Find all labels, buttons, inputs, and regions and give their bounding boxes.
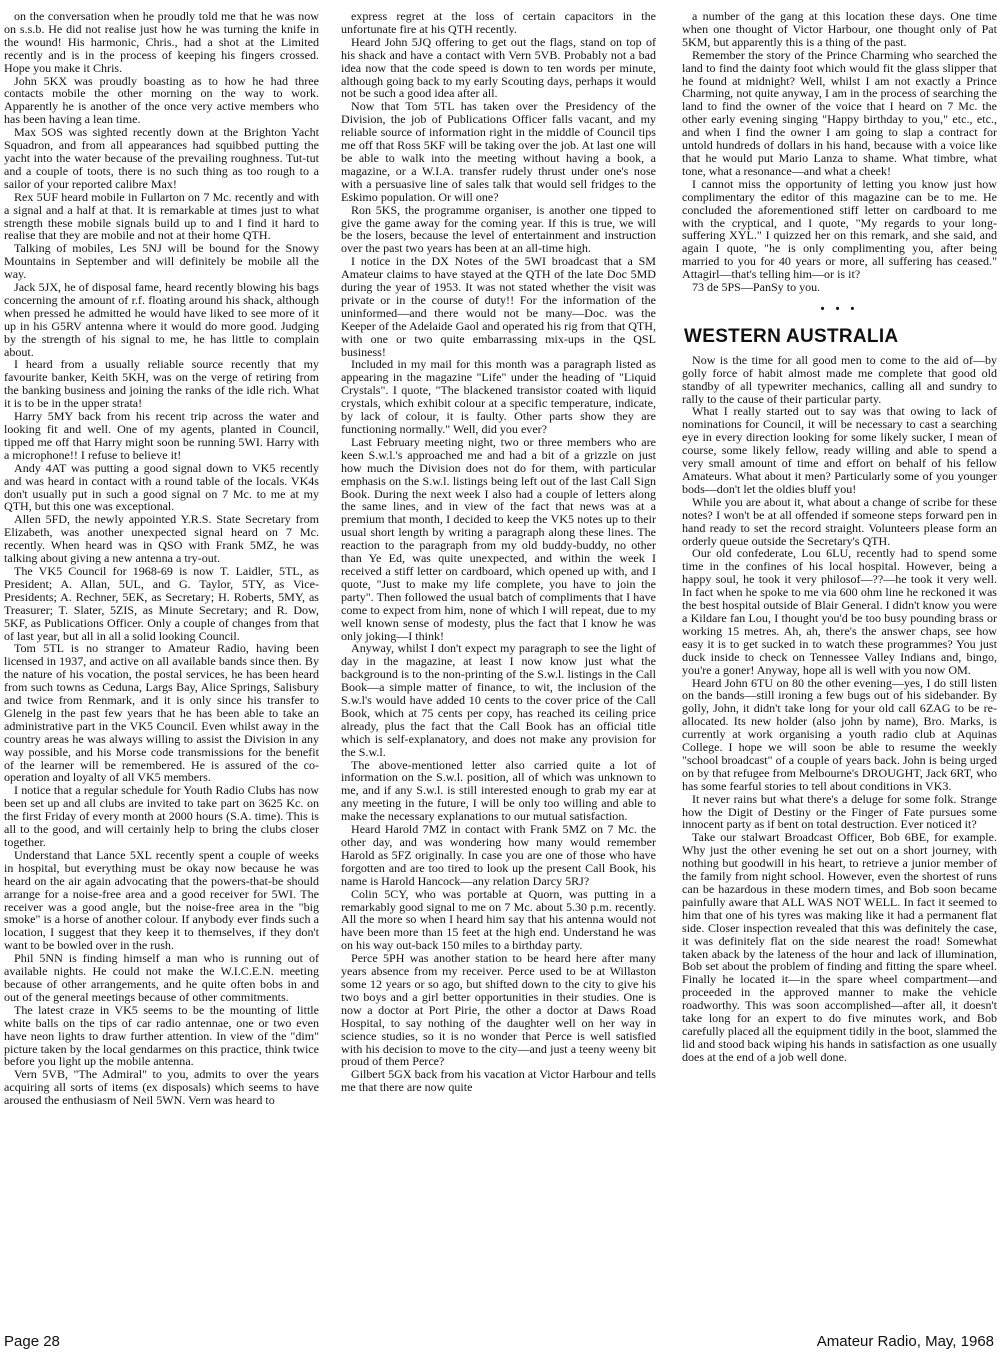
paragraph: Now is the time for all good men to come to the aid of—by golly force of habit almost made me complete that good old standby of all typewriter mechanics, calling all and sundry to rally to the cause of their particular party. [682,352,997,406]
paragraph: Allen 5FD, the newly appointed Y.R.S. State Secretary from Elizabeth, was another unexpected signal heard on 7 Mc. recently. When heard was in QSO with Frank 5MZ, he was talking about giving a new antenna a try-out. [4,512,319,566]
paragraph: Max 5OS was sighted recently down at the Brighton Yacht Squadron, and from all appearances had squibbed putting the yacht into the water because of the prevailing roughness. Tut-tut and a couple of toots, there is no such thing as too rough to a sailor of your reported calibre Max! [4,125,319,191]
section-separator: • • • [820,302,859,315]
column-3-bottom-text [682,354,997,1064]
paragraph: a number of the gang at this location these days. One time when one thought of Victor Harbour, one thought only of Pat 5KM, but apparently this is a thing of the past. [682,10,997,49]
paragraph: I cannot miss the opportunity of letting you know just how complimentary the editor of this magazine can be to me. He concluded the aforementioned stiff letter on cardboard to me with the cryptical, and I quote, "My regards to your long-suffering XYL." I quizzed her on this remark, and she said, and again I quote, "he is only complimenting you, after being married to you for 40 years or more, all suffering has ceased." Attagirl—that's telling him—or is it? [682,176,997,282]
column-3-top-text [682,10,997,281]
paragraph: Now that Tom 5TL has taken over the Presidency of the Division, the job of Publications Officer falls vacant, and my reliable source of information right in the middle of Council tips me off that Ross 5KF will be taking over the job. At last one will be able to walk into the meeting without having a book, a magazine, or a W.I.A. transfer rudely thrust under one's nose with a persuasive line of sales talk that would sell fridges to the Eskimo population. Or will one? [341,99,656,204]
column-2 [341,10,656,1325]
paragraph: I notice that a regular schedule for Youth Radio Clubs has now been set up and all clubs are invited to take part on 3625 Kc. on the first Friday of every month at 2000 hours (S.A. time). This is all to the good, and will certainly help to bring the clubs closer together. [4,783,319,849]
paragraph: Perce 5PH was another station to be heard here after many years absence from my receiver. Perce used to be at Willaston some 12 years or so ago, but shifted down to the city to give his two boys and a girl better opportunities in their studies. One is now a doctor at Port Pirie, the other a doctor at Daws Road Hospital, to say nothing of the daughter well on her way in science studies, so it is no wonder that Perce is well satisfied with his decision to move to the city—and just a teeny weeny bit proud of them Perce? [341,951,656,1069]
paragraph: The above-mentioned letter also carried quite a lot of information on the S.w.l. position, all of which was unknown to me, and if any S.w.l. is still interested enough to grab my ear at any meeting in the future, I will be only too willing and able to make the necessary explanations to our mutual satisfaction. [341,757,656,824]
paragraph: Andy 4AT was putting a good signal down to VK5 recently and was heard in contact with a round table of the locals. VK4s don't usually put in such a good signal on 7 Mc. to me at my QTH, but this one was exceptional. [4,460,319,514]
paragraph: Phil 5NN is finding himself a man who is running out of available nights. He could not make the W.I.C.E.N. meeting because of other arrangements, and he quite often bobs in and out of the general meetings because of other commitments. [4,951,319,1004]
paragraph: I heard from a usually reliable source recently that my favourite banker, Keith 5KH, was on the verge of retiring from the banking business and joining the ranks of the idle rich. What it is to be in the upper strata! [4,357,319,411]
paragraph: Talking of mobiles, Les 5NJ will be bound for the Snowy Mountains in September and will definitely be mobile all the way. [4,241,319,282]
paragraph: Vern 5VB, "The Admiral" to you, admits to over the years acquiring all sorts of items (ex disposals) which seems to have aroused the enthusiasm of Neil 5WN. Vern was heard to [4,1067,319,1108]
signoff: 73 de 5PS—PanSy to you. [692,280,821,295]
column-3 [682,10,997,1325]
paragraph: It never rains but what there's a deluge for some folk. Strange how the Digit of Destiny or the Finger of Fate pursues some innocent party as if bent on total destruction. Ever noticed it? [682,791,997,832]
column-1 [4,10,319,1325]
paragraph: The latest craze in VK5 seems to be the mounting of little white balls on the tips of car radio antennae, one or two even have neon lights to draw further attention. In view of the "dim" picture taken by the local gendarmes on this practice, think twice before you light up the mobile antenna. [4,1002,319,1069]
paragraph: Heard John 6TU on 80 the other evening—yes, I do still listen on the bands—still ironing a few bugs out of his sidebander. By golly, John, it didn't take long for your old call 6ZAG to be re-allocated. Its new holder (also john by name), Bro. Marks, is currently at work organising a youth radio club at Aquinas College. I hope we will soon be able to resume the weekly "school broadcast" of a couple of years back. John is being urged on by that refugee from Melbourne's DROUGHT, Jack 6RT, who has some fearful stories to tell about conditions in VK3. [682,675,997,793]
paragraph: express regret at the loss of certain capacitors in the unfortunate fire at his QTH recently. [341,10,656,36]
paragraph: Ron 5KS, the programme organiser, is another one tipped to give the game away for the coming year. If this is true, we will be the losers, because the level of entertainment and instruction over the past two years has been at an all-time high. [341,202,656,256]
paragraph: John 5KX was proudly boasting as to how he had three contacts mobile the other morning on the way to work. Apparently he is another of the once very active members who has been having a lean time. [4,73,319,127]
paragraph: Rex 5UF heard mobile in Fullarton on 7 Mc. recently and with a signal and a half at that. It is remarkable at times just to what strength these mobile signals build up to and I find it hard to realise that they are mobile and not at their home QTH. [4,189,319,243]
paragraph: Tom 5TL is no stranger to Amateur Radio, having been licensed in 1937, and active on all available bands since then. By the nature of his vocation, the postal services, he has been heard from such towns as Ceduna, Largs Bay, Alice Springs, Salisbury and twice from Renmark, and it is only since his transfer to Glenelg in the past few years that he has been able to take an administrative part in the VK5 Council. Even whilst away in the country areas he was always willing to assist the Division in any way possible, and his Morse code transmissions for the benefit of the learner will be remembered. He is assured of the co-operation and loyalty of all VK5 members. [4,641,319,785]
paragraph: Anyway, whilst I don't expect my paragraph to see the light of day in the magazine, at least I now know just what the background is to the non-printing of the S.w.l. listings in the Call Book—a simple matter of finance, to wit, the inclusion of the S.w.l's would have added 10 cents to the cover price of the Call Book, which at 75 cents per copy, has reached its ceiling price already, plus the fact that the Call Book has an official title which is self-explanatory, and does not make any provision for the S.w.l. [341,641,656,759]
paragraph: Jack 5JX, he of disposal fame, heard recently blowing his bags concerning the amount of r.f. floating around his shack, although when pressed he admitted he would have liked to see more of it up in his G5RV antenna where it would do more good. Judging by the strength of his signal to me, he has little to complain about. [4,280,319,359]
page-number: Page 28 [4,1333,60,1350]
paragraph: I notice in the DX Notes of the 5WI broadcast that a SM Amateur claims to have stayed at the QTH of the late Doc 5MD during the year of 1953. It was not stated whether the visit was private or in the course of duty!! For the information of the uninformed—and there would not be many—Doc. was the Keeper of the Adelaide Gaol and operated his rig from that QTH, with one or two quite embarrassing mix-ups in the QSL business! [341,254,656,359]
section-heading-western-australia: WESTERN AUSTRALIA [684,325,899,347]
paragraph: What I really started out to say was that owing to lack of nominations for Council, it will be necessary to cast a searching eye in every direction looking for some likely sucker, I mean of course, some likely fellow, ready willing and able to spend a very small amount of time and effort on behalf of his fellow Amateurs. What about it men? Particularly some of you younger bods—don't let the oldies bluff you! [682,404,997,496]
paragraph: Heard John 5JQ offering to get out the flags, stand on top of his shack and have a contact with Vern 5VB. Probably not a bad idea now that the code speed is down to ten words per minute, although going back to my early Scouting days, perhaps it would not be such a good idea after all. [341,34,656,101]
paragraph: Heard Harold 7MZ in contact with Frank 5MZ on 7 Mc. the other day, and was wondering how many would remember Harold as 5FZ originally. In case you are one of those who have forgotten and are too tired to look up the present Call Book, his name is Harold Hancock—any relation Darcy 5RJ? [341,822,656,888]
paragraph: Take our stalwart Broadcast Officer, Bob 6BE, for example. Why just the other evening he set out on a short journey, with nothing but goodwill in his heart, to retrieve a junior member of the family from night school. However, even the shortest of runs can be hazardous in these modern times, and Bob soon became painfully aware that ALL WAS NOT WELL. In fact it seemed to him that one of his tyres was making like it had a permanent flat side. Closer inspection revealed that this was definitely the case, it was definitely flat on the side nearest the road! Somewhat taken aback by the lateness of the hour and lack of illumination, Bob set about the problem of finding and fitting the spare wheel. Finally he located it—in the spare wheel compartment—and proceeded in the approved manner to make the vehicle roadworthy. This was soon accomplished—after all, it doesn't take long for an expert to do five minutes work, and Bob carefully placed all the equipment tidily in the boot, slammed the lid and stood back wiping his hands in satisfaction as one usually does at the end of a job well done. [682,830,997,1064]
paragraph: Our old confederate, Lou 6LU, recently had to spend some time in the confines of his local hospital. However, being a happy soul, he took it very philosof—??—he took it very well. In fact when he spoke to me via 600 ohm line he reckoned it was the best hospital outside of Blair General. I didn't know you were a Kildare fan Lou, I thought you'd be too busy pounding brass or working 15 metres. Ah, ah, there's the answer chaps, see how easy it is to get sucked in to watch these programmes? You just duck inside to check on Tennessee Valley Indians and, bingo, you're a goner! Anyway, hope all is well with you now OM. [682,546,997,677]
paragraph: Gilbert 5GX back from his vacation at Victor Harbour and tells me that there are now quite [341,1067,656,1095]
paragraph: Colin 5CY, who was portable at Quorn, was putting in a remarkably good signal to me on 7 Mc. about 5.30 p.m. recently. All the more so when I heard him say that his antenna would not have been more than 15 feet at the high end. Understand he was on his way out-back 150 miles to a birthday party. [341,886,656,953]
paragraph: Remember the story of the Prince Charming who searched the land to find the dainty foot which would fit the glass slipper that he found at midnight? Well, whilst I am not exactly a Prince Charming, not quite anyway, I am in the process of searching the land to find the owner of the voice that I heard on 7 Mc. the other early evening singing "Happy birthday to you," etc., etc., and when I find the owner I am going to slap a contract for untold hundreds of dollars in his hand, because with a voice like that he would put Mario Lanza to shame. What timbre, what tone, what a resonance—and what a cheek! [682,47,997,178]
paragraph: Included in my mail for this month was a paragraph listed as appearing in the magazine "Life" under the heading of "Liquid Crystals". I quote, "The blackened transistor coated with liquid crystals, which exhibit colour at a specific temperature, indicate, by lack of colour, it is faulty. Other parts show they are functioning normally." Well, did you ever? [341,357,656,436]
paragraph: Last February meeting night, two or three members who are keen S.w.l.'s approached me and had a bit of a grizzle on just how much the Division does not do for them, with particular emphasis on the S.w.l. listings being left out of the last Call Sign Book. During the next week I also had a couple of letters along the same lines, and in view of the fact that news was at a premium that month, I decided to keep the VK5 notes up to their usual short length by writing a paragraph along these lines. The reaction to the paragraph from my old buddy-buddy, no other than Ye Ed, was quite unexpected, and within the week I received a stiff letter on cardboard, which opened up with, and I quote, "Just to make my life complete, you have to join the party". Then followed the usual batch of compliments that I have come to expect from him, none of which I will repeat, due to my well known sense of modesty, plus the fact that I know he was only joking—I think! [341,434,656,643]
paragraph: While you are about it, what about a change of scribe for these notes? I won't be at all offended if someone steps forward pen in hand ready to set the record straight. Volunteers please form an orderly queue outside the Secretary's QTH. [682,494,997,548]
paragraph: on the conversation when he proudly told me that he was now on s.s.b. He did not realise just how he was turning the knife in the wound! His harmonic, Chris., had a shot at the Limited recently and is in the process of keeping his fingers crossed. Hope you make it Chris. [4,10,319,75]
paragraph: Harry 5MY back from his recent trip across the water and looking fit and well. One of my agents, planted in Council, tipped me off that Harry might soon be running 5WI. Harry with a microphone!! I refuse to believe it! [4,409,319,462]
publication-info: Amateur Radio, May, 1968 [816,1333,994,1350]
paragraph: The VK5 Council for 1968-69 is now T. Laidler, 5TL, as President; A. Allan, 5UL, and G. Taylor, 5TY, as Vice-Presidents; A. Rechner, 5EK, as Secretary; H. Roberts, 5MY, as Treasurer; T. Slater, 5ZIS, as Minute Secretary; and R. Dow, 5KF, as Publications Officer. Only a couple of changes from that of last year, but all in all a solid looking Council. [4,563,319,643]
paragraph: Understand that Lance 5XL recently spent a couple of weeks in hospital, but everything must be okay now because he was heard on the air again advocating that the powers-that-be should arrange for a noise-free area and a good receiver for 5WI. The receiver was a good angle, but the noise-free area in the "big smoke" is a horse of another colour. If anybody ever finds such a location, I suggest that they keep it to themselves, if they don't want to be bowled over in the rush. [4,847,319,953]
